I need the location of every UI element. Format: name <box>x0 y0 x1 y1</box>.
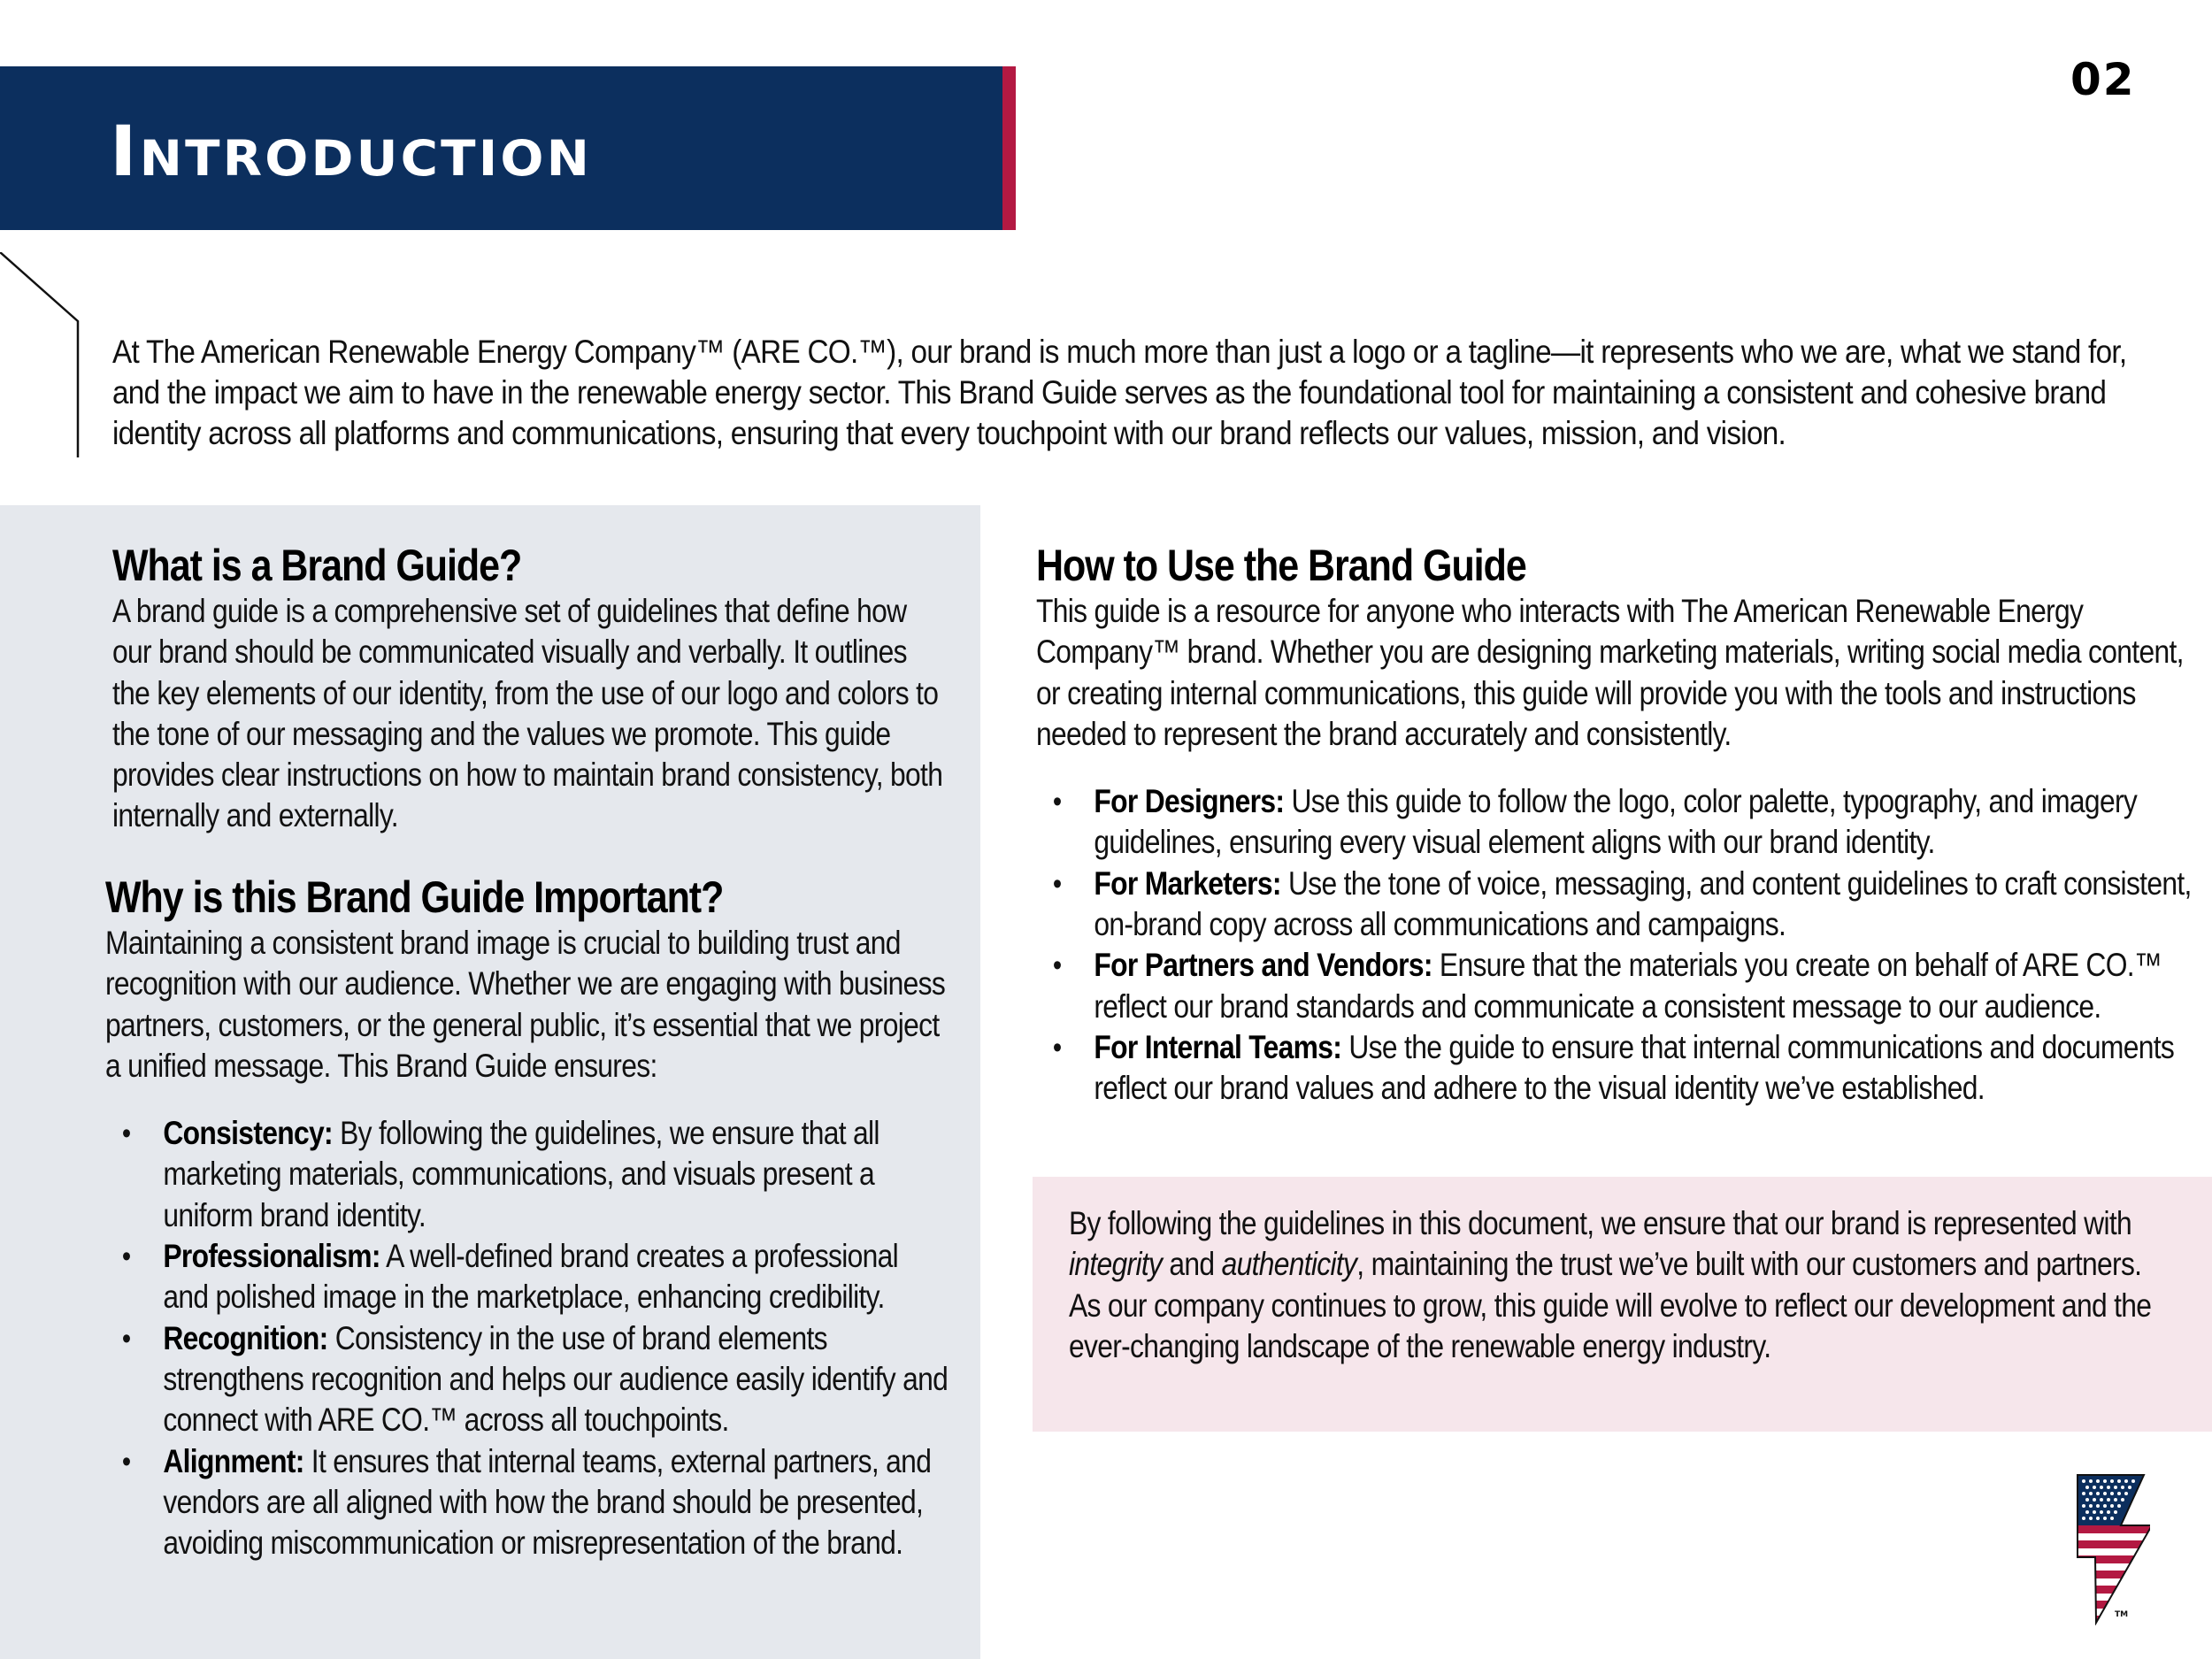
corner-line-decoration <box>0 252 88 465</box>
callout-text <box>1069 1203 2164 1367</box>
item-text: It ensures that internal teams, external partners, and vendors are all aligned with how the brand should be presented, avoiding miscommunication or misrepresentation of the brand. <box>163 1442 932 1562</box>
item-label: Recognition: <box>163 1319 328 1356</box>
section-heading: How to Use the Brand Guide <box>1036 541 1526 590</box>
callout-text-part: By following the guidelines in this document, we ensure that our brand is represented with <box>1069 1205 2132 1241</box>
item-text: Use this guide to follow the logo, color palette, typography, and imagery guidelines, ensuring every visual element aligns with our brand identity. <box>1094 783 2138 861</box>
item-text: Use the guide to ensure that internal communications and documents reflect our brand values and adhere to the visual identity we’ve established. <box>1094 1028 2175 1107</box>
section-body: A brand guide is a comprehensive set of guidelines that define how our brand should be communicated visually and verbally. It outlines the key elements of our identity, from the use of our logo and colors to the tone of our messaging and the values we promote. This guide provides clear instructions on how to maintain brand consistency, both internally and externally. <box>112 593 943 834</box>
list-item <box>1036 945 2193 1027</box>
emphasis-authenticity: authenticity <box>1221 1246 1357 1283</box>
callout-text-part: , maintaining the trust we’ve built with our customers and partners. As our company continues to grow, this guide will evolve to reflect our development and the ever-changing landscape of the renewable energy industry. <box>1069 1246 2152 1364</box>
bullet-list <box>105 1113 950 1563</box>
item-label: For Partners and Vendors: <box>1094 947 1432 984</box>
callout-text-part: and <box>1162 1246 1222 1283</box>
section-heading: What is a Brand Guide? <box>112 541 522 590</box>
bullet-icon: • <box>121 1240 131 1274</box>
item-text: By following the guidelines, we ensure that all marketing materials, communications, and visuals present a uniform brand identity. <box>163 1115 879 1233</box>
list-item <box>1036 781 2193 864</box>
item-label: Alignment: <box>163 1442 304 1479</box>
item-label: For Internal Teams: <box>1094 1028 1342 1065</box>
page-title: Introduction <box>110 112 593 192</box>
list-item <box>105 1113 950 1236</box>
bullet-icon: • <box>121 1321 131 1356</box>
trademark-mark: TM <box>2115 1610 2129 1619</box>
item-label: For Marketers: <box>1094 864 1281 902</box>
item-text: Consistency in the use of brand elements strengthens recognition and helps our audience easily identify and connect with ARE CO.™ across all touchpoints. <box>163 1319 949 1439</box>
section-heading: Why is this Brand Guide Important? <box>105 872 724 922</box>
bullet-icon: • <box>1052 949 1062 983</box>
intro-paragraph: At The American Renewable Energy Company™ (ARE CO.™), our brand is much more than just a logo or a tagline—it represents who we are, what we stand for, and the impact we aim to have in the renewable energy sector. This Brand Guide serves as the foundational tool for maintaining a consistent and cohesive brand identity across all platforms and communications, ensuring that every touchpoint with our brand reflects our values, mission, and vision. <box>112 334 2127 451</box>
item-text: Ensure that the materials you create on behalf of ARE CO.™ reflect our brand standards and communicate a consistent message to our audience. <box>1094 947 2162 1025</box>
item-text: A well-defined brand creates a professional and polished image in the marketplace, enhancing credibility. <box>163 1238 899 1316</box>
item-label: Consistency: <box>163 1115 333 1152</box>
list-item <box>105 1236 950 1318</box>
item-label: Professionalism: <box>163 1238 380 1275</box>
bullet-icon: • <box>1052 866 1062 901</box>
section-how-to-use <box>1036 540 2193 1110</box>
bullet-icon: • <box>1052 1030 1062 1064</box>
bullet-icon: • <box>121 1117 131 1151</box>
item-text: Use the tone of voice, messaging, and content guidelines to craft consistent, on-brand copy across all communications and campaigns. <box>1094 864 2192 943</box>
bullet-icon: • <box>1052 785 1062 819</box>
list-item <box>1036 1027 2193 1110</box>
list-item <box>105 1441 950 1564</box>
list-item <box>1036 864 2193 946</box>
bullet-icon: • <box>121 1444 131 1479</box>
section-body: This guide is a resource for anyone who interacts with The American Renewable Energy Company™ brand. Whether you are designing marketing materials, writing social media content, or creating internal communications, this guide will provide you with the tools and instructions needed to represent the brand accurately and consistently. <box>1036 593 2184 752</box>
emphasis-integrity: integrity <box>1069 1246 1163 1283</box>
section-body: Maintaining a consistent brand image is crucial to building trust and recognition with our audience. Whether we are engaging with business partners, customers, or the general public, it’s essential that we project a unified message. This Brand Guide ensures: <box>105 925 946 1084</box>
header-accent-stripe <box>1002 66 1016 230</box>
section-what-is-brand-guide <box>112 540 949 837</box>
bullet-list <box>1036 781 2193 1109</box>
page-number: 02 <box>2070 54 2136 105</box>
item-label: For Designers: <box>1094 783 1285 820</box>
section-why-important <box>105 872 950 1563</box>
list-item <box>105 1318 950 1441</box>
flag-lightning-bolt-icon <box>2075 1471 2150 1625</box>
